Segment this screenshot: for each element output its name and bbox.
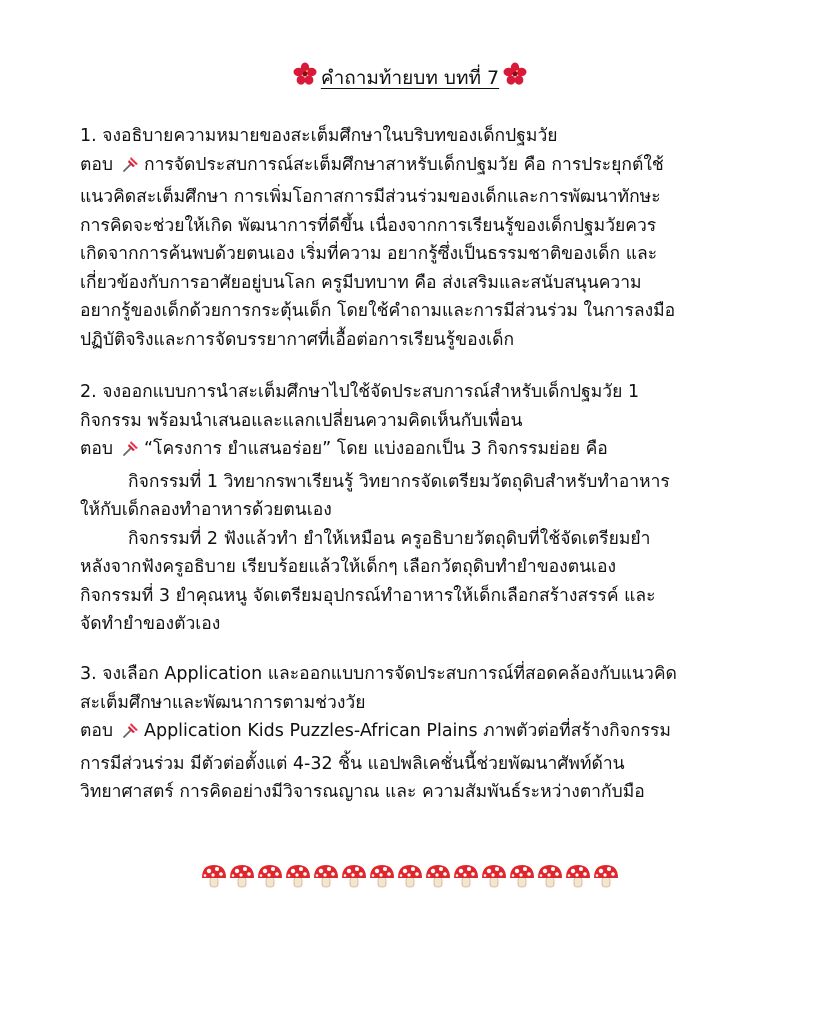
pushpin-icon <box>121 438 141 468</box>
title-text: คำถามท้ายบท บทที่ 7 <box>320 67 500 89</box>
answer-line: แนวคิดสะเต็มศึกษา การเพิ่มโอกาสการมีส่วนร่วมของเด็กและการพัฒนาทักษะ <box>80 187 661 207</box>
question-text: 3. จงเลือก Application และออกแบบการจัดประสบการณ์ที่สอดคล้องกับแนวคิด <box>80 664 677 684</box>
answer-text: “โครงการ ยำแสนอร่อย” โดย แบ่งออกเป็น 3 กิจกรรมย่อย คือ <box>143 439 608 459</box>
question-text: 1. จงอธิบายความหมายของสะเต็มศึกษาในบริบทของเด็กปฐมวัย <box>80 126 558 146</box>
mushroom-icon <box>536 862 564 890</box>
mushroom-icon <box>480 862 508 890</box>
answer-line: ปฏิบัติจริงและการจัดบรรยากาศที่เอื้อต่อการเรียนรู้ของเด็ก <box>80 329 515 350</box>
answer-line: การมีส่วนร่วม มีตัวต่อตั้งแต่ 4-32 ชิ้น แอปพลิเคชั่นนี้ช่วยพัฒนาศัพท์ด้าน <box>80 753 625 774</box>
answer-label: ตอบ <box>80 439 113 459</box>
hibiscus-icon <box>293 62 317 95</box>
activity-1-text: กิจกรรมที่ 1 วิทยากรพาเรียนรู้ วิทยากรจัดเตรียมวัตถุดิบสำหรับทำอาหาร <box>128 471 670 492</box>
question-text: 2. จงออกแบบการนำสะเต็มศึกษาไปใช้จัดประสบการณ์สำหรับเด็กปฐมวัย 1 <box>80 382 640 402</box>
hibiscus-icon <box>503 62 527 95</box>
mushroom-icon <box>592 862 620 890</box>
question-text: สะเต็มศึกษาและพัฒนาการตามช่วงวัย <box>80 692 366 713</box>
mushroom-icon <box>564 862 592 890</box>
answer-label: ตอบ <box>80 721 113 741</box>
answer-label: ตอบ <box>80 154 113 175</box>
activity-2-text: หลังจากฟังครูอธิบาย เรียบร้อยแล้วให้เด็กๆ เลือกวัตถุดิบทำยำของตนเอง <box>80 557 617 577</box>
mushroom-icon <box>228 862 256 890</box>
answer-line: เกิดจากการค้นพบด้วยตนเอง เริ่มที่ความ อยากรู้ซึ่งเป็นธรรมชาติของเด็ก และ <box>80 244 658 264</box>
mushroom-icon <box>340 862 368 890</box>
pushpin-icon <box>121 720 141 750</box>
question-3 <box>80 660 760 807</box>
pushpin-icon <box>121 154 141 184</box>
answer-first-line <box>80 151 760 184</box>
answer-first-line <box>80 717 760 750</box>
mushroom-divider <box>0 862 820 890</box>
answer-line: เกี่ยวข้องกับการอาศัยอยู่บนโลก ครูมีบทบาท คือ ส่งเสริมและสนับสนุนความ <box>80 272 642 293</box>
answer-line: อยากรู้ของเด็กด้วยการกระตุ้นเด็ก โดยใช้คำถามและการมีส่วนร่วม ในการลงมือ <box>80 301 676 321</box>
mushroom-icon <box>312 862 340 890</box>
question-text: กิจกรรม พร้อมนำเสนอและแลกเปลี่ยนความคิดเห็นกับเพื่อน <box>80 410 523 431</box>
activity-3-text: กิจกรรมที่ 3 ยำคุณหนู จัดเตรียมอุปกรณ์ทำอาหารให้เด็กเลือกสร้างสรรค์ และ <box>80 585 656 606</box>
question-1 <box>80 122 760 354</box>
mushroom-icon <box>256 862 284 890</box>
page-title <box>0 62 820 95</box>
mushroom-icon <box>424 862 452 890</box>
answer-first-line <box>80 435 760 468</box>
activity-2-text: กิจกรรมที่ 2 ฟังแล้วทำ ยำให้เหมือน ครูอธิบายวัตถุดิบที่ใช้จัดเตรียมยำ <box>128 528 651 549</box>
answer-line: วิทยาศาสตร์ การคิดอย่างมีวิจารณญาณ และ ความสัมพันธ์ระหว่างตากับมือ <box>80 782 645 802</box>
answer-text: Application Kids Puzzles-African Plains ภาพตัวต่อที่สร้างกิจกรรม <box>143 721 671 741</box>
mushroom-icon <box>452 862 480 890</box>
activity-1-text: ให้กับเด็กลองทำอาหารด้วยตนเอง <box>80 500 332 520</box>
answer-line: การคิดจะช่วยให้เกิด พัฒนาการที่ดีขึ้น เนื่องจากการเรียนรู้ของเด็กปฐมวัยควร <box>80 215 657 236</box>
answer-text: การจัดประสบการณ์สะเต็มศึกษาสาหรับเด็กปฐมวัย คือ การประยุกต์ใช้ <box>143 154 664 175</box>
mushroom-icon <box>508 862 536 890</box>
mushroom-icon <box>368 862 396 890</box>
activity-3-text: จัดทำยำของตัวเอง <box>80 614 221 634</box>
question-2 <box>80 378 760 639</box>
mushroom-icon <box>284 862 312 890</box>
mushroom-icon <box>396 862 424 890</box>
mushroom-icon <box>200 862 228 890</box>
